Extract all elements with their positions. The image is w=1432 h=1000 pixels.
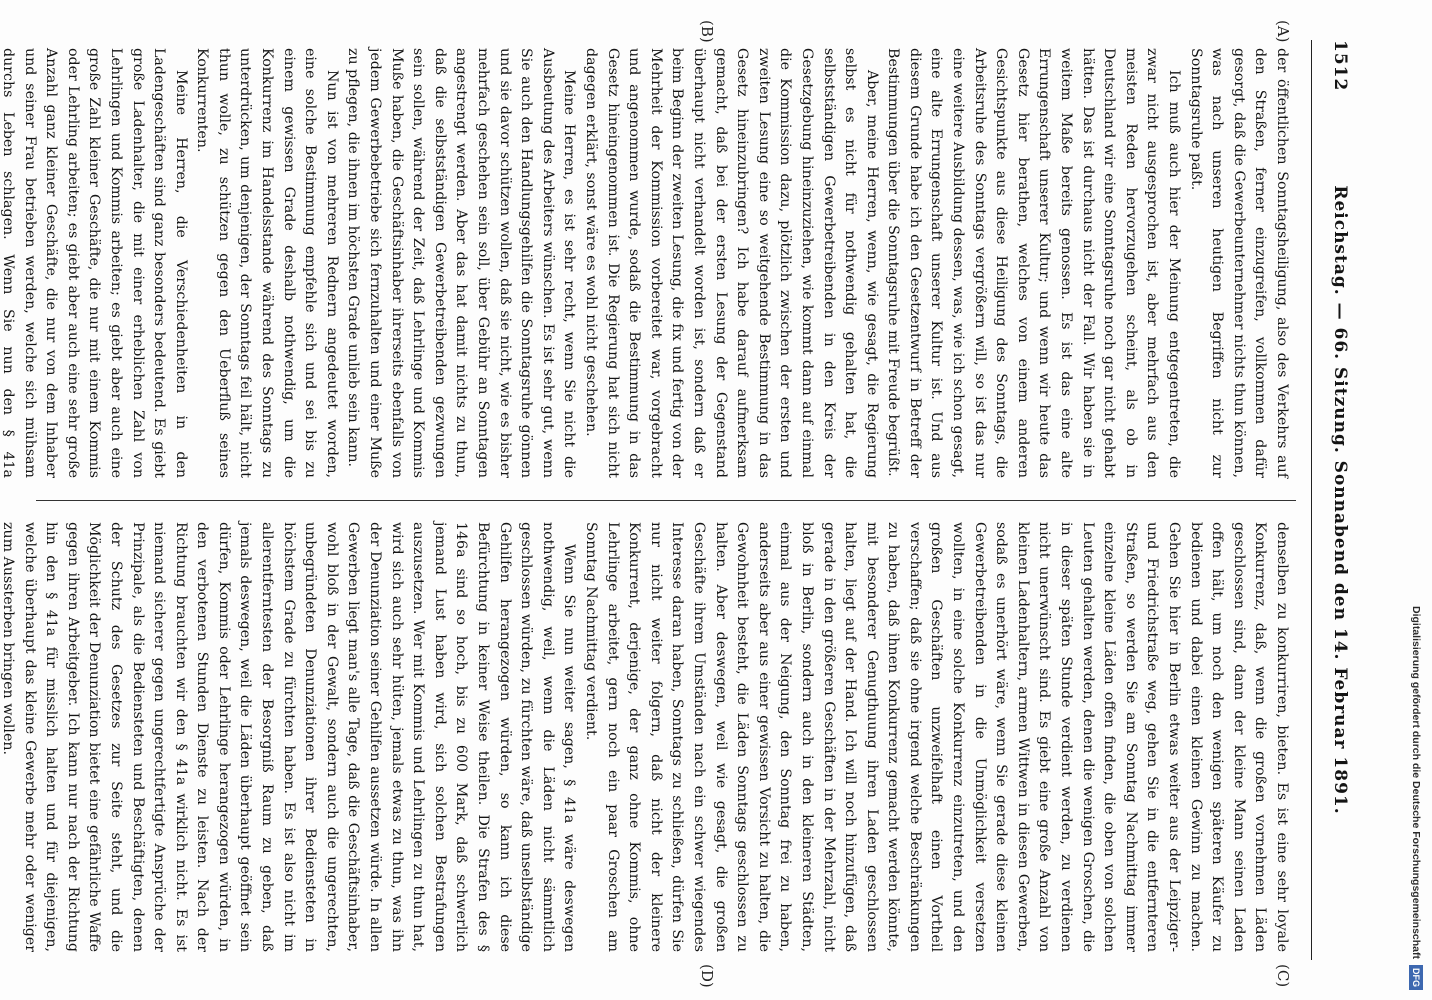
margin-marker-a: (A) [1274,20,1292,43]
page-number: 1512 [1330,40,1350,92]
margin-marker-b: (B) [698,20,716,43]
margin-marker-c: (C) [1274,964,1292,988]
margin-marker-d: (D) [698,964,716,988]
digitization-credit [1405,10,1427,990]
paragraph: Meine Herren, es ist sehr recht, wenn Sie nicht die Ausbeutung des Arbeiters wünschen. Es ist sehr gut, wenn Sie auch den Handlungsgehilfen die Sonntagsruhe gönnen und sie davor schützen wollen, daß sie nicht, wie es bisher mehrfach geschehen sein soll, über Gebühr an Sonntagen angestrengt werden. Aber das hat damit nichts zu thun, daß die selbstständigen Gewerbetreibenden gezwungen sein sollen, während der Zeit, daß Lehrlinge und Kommis Muße haben, die Geschäftsinhaber ihrerseits ebenfalls von jedem Gewerbebetriebe sich fernzuhalten und einer Muße zu pflegen, die ihnen im höchsten Grade unlieb sein kann. [345,48,578,478]
right-column [0,522,1292,952]
paragraph: Aber, meine Herren, wenn, wie gesagt, die Regierung selbst es nicht für nothwendig gehalten hat, die selbstständigen Gewerbetreibenden in den Kreis der Gesetzgebung hineinzuziehen, wie kommt dann auf einmal die Kommission dazu, plötzlich zwischen der ersten und zweiten Lesung eine so weitgehende Bestimmung in das Gesetz hineinzubringen? Ich habe darauf aufmerksam gemacht, daß bei der ersten Lesung der Gegenstand überhaupt nicht verhandelt worden ist, sondern daß er beim Beginn der zweiten Lesung, die fix und fertig von der Mehrheit der Kommission vorbereitet war, vorgebracht und angenommen wurde, sodaß die Bestimmung in das Gesetz hineingenommen ist. Die Regierung hat sich nicht dagegen erklärt, sonst wäre es wohl nicht geschehen. [583,48,880,478]
paragraph: Nun ist von mehreren Rednern angedeutet worden, eine solche Bestimmung empfehle sich und sei bis zu einem gewissen Grade deshalb nothwendig, um die Konkurrenz im Handelsstande während des Sonntags zu unterdrücken, um denjenigen, der Sonntags feil hält, nicht thun wolle, zu schützen gegen den Ueberfluß seines Konkurrenten. [194,48,340,478]
paragraph: denselben zu konkurriren, bieten. Es ist eine sehr loyale Konkurrenz, daß, wenn die großen vornehmen Läden geschlossen sind, dann der kleine Mann seinen Laden offen hält, um noch den wenigen späteren Käufer zu bedienen und dabei einen kleinen Gewinn zu machen. Gehen Sie hier in Berlin etwas weiter aus der Leipziger- und Friedrichstraße weg, gehen Sie in die entfernteren Straßen, so werden Sie am Sonntag Nachmittag immer einzelne kleine Läden offen finden, die oben von solchen Leuten gehalten werden, denen die wenigen Groschen, die in dieser späten Stunde verdient werden, zu verdienen nicht unerwünscht sind. Es giebt eine große Anzahl von kleinen Ladenhaltern, armen Wittwen in diesen Gewerben, sodaß es unerhört wäre, wenn Sie gerade diese kleinen Gewerbetreibenden in die Unmöglichkeit versetzen wollten, in eine solche Konkurrenz einzutreten, und den großen Geschäften unzweifelhaft einen Vortheil verschaffen; daß sie ohne irgend welche Beschränkungen zu haben, daß ihnen Konkurrenz gemacht werden könnte, mit besonderer Genugthuung ihren Laden geschlossen halten, liegt auf der Hand. Ich will noch hinzufügen, daß gerade in den größeren Geschäften in der Mehrzahl, nicht bloß in Berlin, sondern auch in den kleineren Städten, einmal aus der Neigung, den Sonntag frei zu haben, anderseits aber aus einer gewissen Vorsicht zu halten, die Gewohnheit besteht, die Läden Sonntags geschlossen zu halten. Aber deswegen, weil wie gesagt, die großen Geschäfte ihrem Umständen nach ein schwer wiegendes Interesse daran haben, Sonntags zu schließen, dürfen Sie nur nicht weiter folgern, daß nicht der kleinere Konkurrent, derjenige, der ganz ohne Kommis, ohne Lehrlinge arbeitet, gern noch ein paar Groschen am Sonntag Nachmittag verdient. [583,522,1290,952]
dfg-logo: DFG [1409,965,1423,990]
left-column [0,48,1292,478]
paragraph: Wenn Sie nun weiter sagen, § 41a wäre deswegen nothwendig, weil, wenn die Läden nicht sämmtlich geschlossen würden, zu fürchten wäre, daß unselbständige Gehilfen herangezogen würden, so kann ich diese Befürchtung in keiner Weise theilen. Die Strafen des § 146a sind so hoch, bis zu 600 Mark, daß schwerlich jemand Lust haben wird, sich solchen Bestrafungen auszusetzen. Wer mit Kommis und Lehrlingen zu thun hat, wird sich auch sehr hüten, jemals etwas zu thun, was ihn der Denunziation seiner Gehilfen aussetzen würde. In allen Gewerben liegt man's alle Tage, daß die Geschäftsinhaber, wohl bloß in der Gewalt, sondern auch die ungerechten, unbegründeten Denunziationen ihrer Bediensteten in höchstem Grade zu fürchten haben. Es ist also nicht im allerentferntesten der Besorgniß Raum zu geben, daß jemals deswegen, weil die Läden überhaupt geöffnet sein dürfen, Kommis oder Lehrlinge herangezogen würden, in den verbotenen Stunden Dienste zu leisten. Nach der Richtung brauchten wir den § 41a wirklich nicht. Es ist niemand sicherer gegen ungerechtfertigte Ansprüche der Prinzipale, als die Bediensteten und Beschäftigten, denen der Schutz des Gesetzes zur Seite steht, und die Möglichkeit der Denunziation bietet eine gefährliche Waffe gegen ihren Arbeitgeber. Ich kann nur nach der Richtung hin den § 41a für misslich halten und für diejenigen, welche überhaupt das kleine Gewerbe mehr oder weniger zum Aussterben bringen wollen. [0,522,578,952]
column-divider [36,500,1296,501]
paragraph: der öffentlichen Sonntagsheiligung, also des Verkehrs auf den Straßen, ferner einzugreifen, vollkommen dafür gesorgt, daß die Gewerbeunternehmer nichts thun können, was nach unseren heutigen Begriffen nicht zur Sonntagsruhe paßt. [1187,48,1290,478]
page-title: Reichstag. — 66. Sitzung. Sonnabend den 14. Februar 1891. [1330,185,1350,815]
header-rule [1311,40,1312,960]
credit-text: Digitalisierung gefördert durch die Deutsche Forschungsgemeinschaft [1410,606,1422,959]
page-header [1316,40,1356,960]
paragraph: Ich muß auch hier der Meinung entgegentreten, die zwar nicht ausgesprochen ist, aber mehrfach aus den meisten Reden hervorzugehen scheint, als ob in Deutschland wir eine Sonntagsruhe noch gar nicht gehabt hätten. Das ist durchaus nicht der Fall. Wir haben sie in weitem Maße bereits genossen. Es ist das eine alte Errungenschaft unserer Kultur; und wenn wir heute das Gesetz hier berathen, welches von einem anderen Gesichtspunkte aus diese Heiligung des Sonntags, die Arbeitsruhe des Sonntags vergrößern will, so ist das nur eine weitere Ausbildung dessen, was, wie ich schon gesagt, eine alte Errungenschaft unserer Kultur ist. Und aus diesem Grunde habe ich den Gesetzentwurf in Betreff der Bestimmungen über die Sonntagsruhe mit Freude begrüßt. [885,48,1183,478]
paragraph: Meine Herren, die Verschiedenheiten in den Ladengeschäften sind ganz besonders bedeutend. Es giebt große Ladenhalter, die mit einer erheblichen Zahl von Lehrlingen und Kommis arbeiten; es giebt aber auch eine große Zahl kleiner Geschäfte, die nur mit einem Kommis oder Lehrling arbeiten; es giebt aber auch eine sehr große Anzahl ganz kleiner Geschäfte, die nur von dem Inhaber und seiner Frau betrieben werden, welche sich mühsam durchs Leben schlagen. Wenn Sie nun den § 41a [0,48,189,478]
